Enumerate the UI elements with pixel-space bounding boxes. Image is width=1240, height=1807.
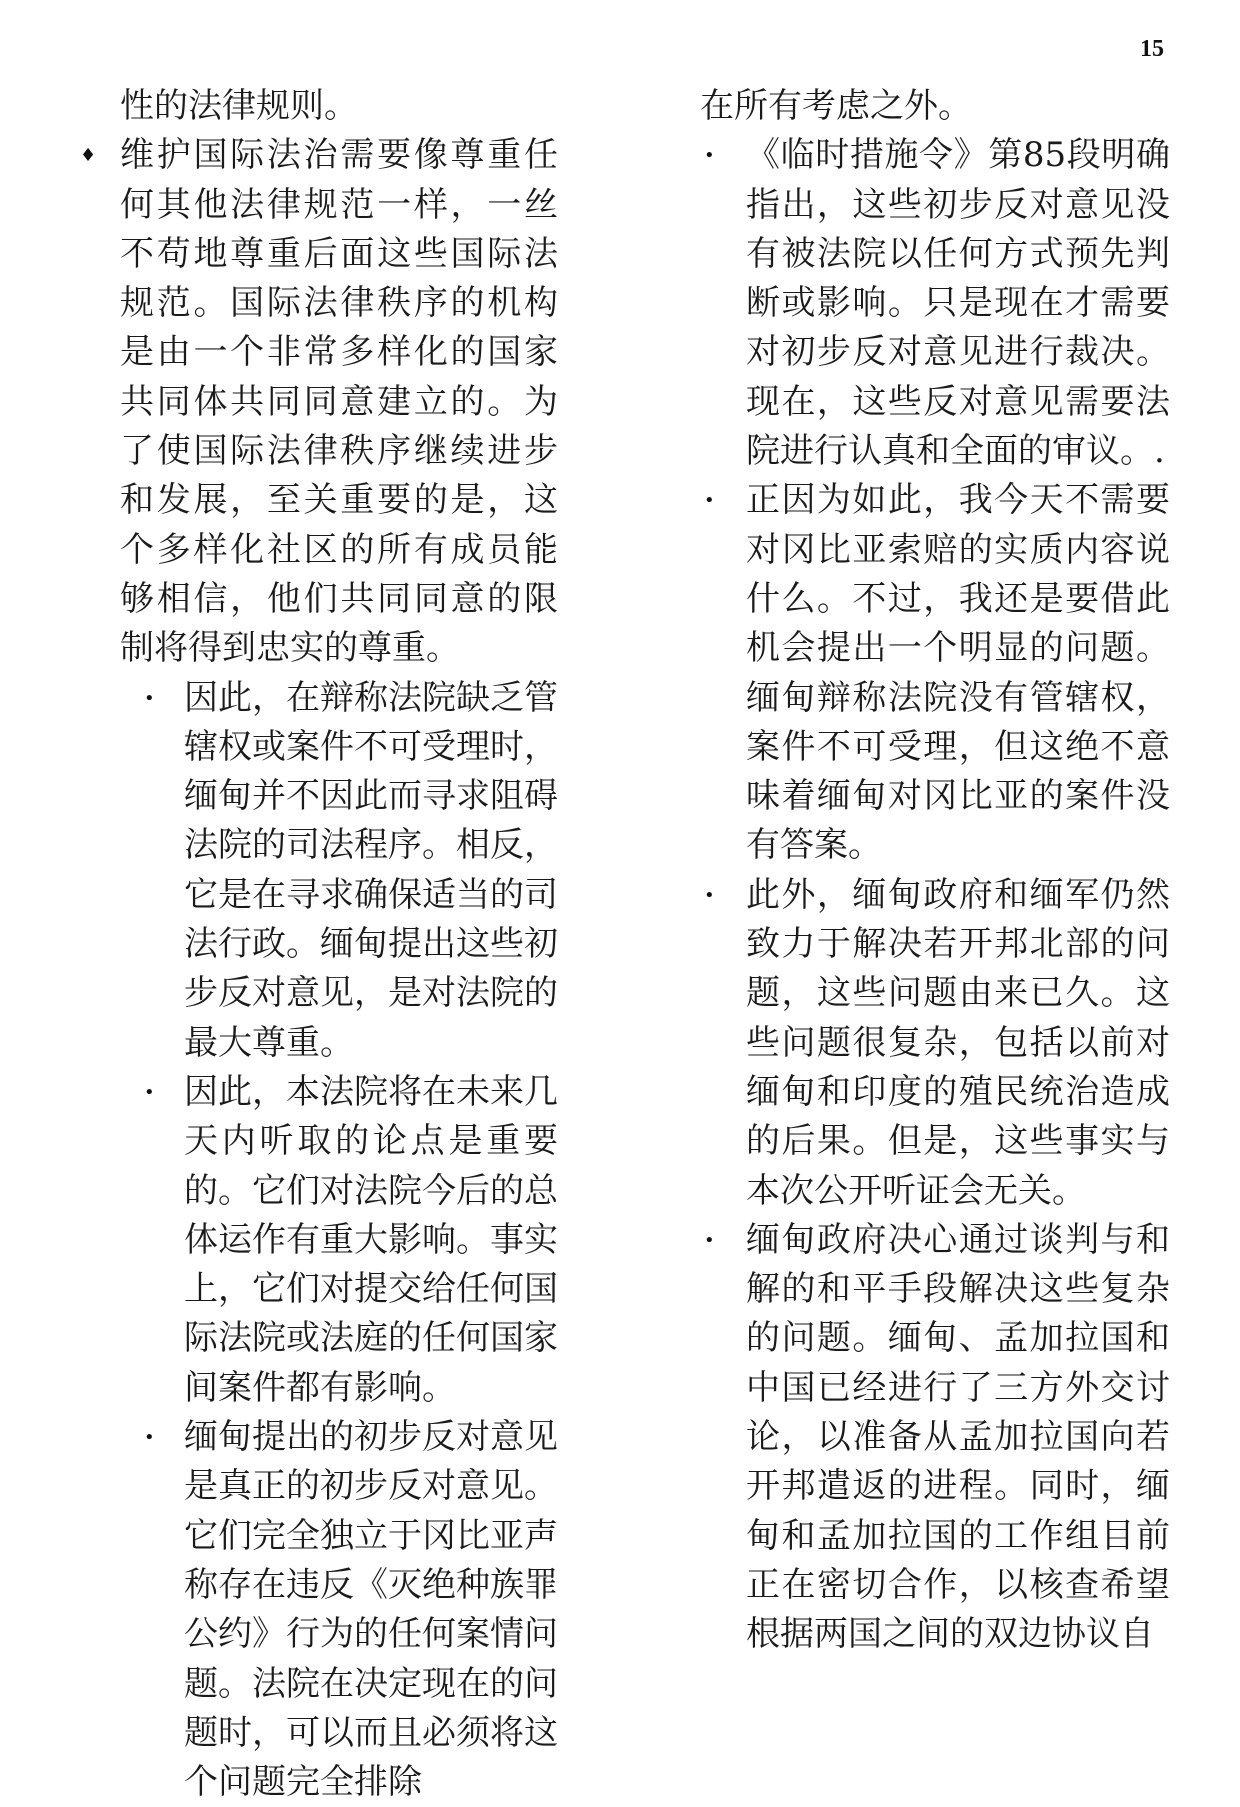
dot-bullet-icon: • [144,1081,155,1103]
bullet-item [74,131,558,673]
dot-bullet-icon: • [704,884,715,906]
dot-bullet-icon: • [144,687,155,709]
paragraph-continuation [700,82,1170,131]
dot-bullet-icon: • [704,1229,715,1251]
bullet-item [700,476,1170,870]
sub-bullet-text: 缅甸提出的初步反对意见是真正的初步反对意见。它们完全独立于冈比亚声称存在违反《灭绝种族罪公约》行为的任何案情问题。法院在决定现在的问题时，可以而且必须将这个问题完全排除 [184,1417,558,1803]
bullet-text: 正因为如此，我今天不需要对冈比亚索赔的实质内容说什么。不过，我还是要借此机会提出一个明显的问题。缅甸辩称法院没有管辖权，案件不可受理，但这绝不意味着缅甸对冈比亚的案件没有答案。 [746,480,1170,866]
bullet-text: 《临时措施令》第85段明确指出，这些初步反对意见没有被法院以任何方式预先判断或影响。只是现在才需要对初步反对意见进行裁决。现在，这些反对意见需要法院进行认真和全面的审议。. [746,135,1170,472]
dot-bullet-icon: • [144,1427,155,1449]
bullet-text: 缅甸政府决心通过谈判与和解的和平手段解决这些复杂的问题。缅甸、孟加拉国和中国已经进行了三方外交讨论，以准备从孟加拉国向若开邦遣返的进程。同时，缅甸和孟加拉国的工作组目前正在密切合作，以核查希望根据两国之间的双边协议自 [746,1219,1170,1655]
right-column [700,82,1170,1660]
left-column [74,82,558,1807]
bullet-text: 此外，缅甸政府和缅军仍然致力于解决若开邦北部的问题，这些问题由来已久。这些问题很复杂，包括以前对缅甸和印度的殖民统治造成的后果。但是，这些事实与本次公开听证会无关。 [746,874,1170,1211]
sub-bullet-text: 因此，在辩称法院缺乏管辖权或案件不可受理时，缅甸并不因此而寻求阻碍法院的司法程序。相反，它是在寻求确保适当的司法行政。缅甸提出这些初步反对意见，是对法院的最大尊重。 [184,677,558,1063]
sub-bullet-text: 因此，本法院将在未来几天内听取的论点是重要的。它们对法院今后的总体运作有重大影响。事实上，它们对提交给任何国际法院或法庭的任何国家间案件都有影响。 [184,1071,558,1408]
bullet-item [700,871,1170,1216]
page-number: 15 [1140,36,1164,62]
sub-bullet-item [74,1413,558,1807]
paragraph-text: 性的法律规则。 [120,86,358,126]
dot-bullet-icon: • [704,145,715,167]
bullet-item [700,1216,1170,1660]
paragraph-continuation [74,82,558,131]
bullet-item [700,131,1170,476]
sub-bullet-item [74,674,558,1068]
paragraph-text: 在所有考虑之外。 [700,86,972,126]
bullet-text: 维护国际法治需要像尊重任何其他法律规范一样，一丝不苟地尊重后面这些国际法规范。国际法律秩序的机构是由一个非常多样化的国家共同体共同同意建立的。为了使国际法律秩序继续进步和发展，至关重要的是，这个多样化社区的所有成员能够相信，他们共同同意的限制将得到忠实的尊重。 [120,135,558,669]
sub-bullet-item [74,1068,558,1413]
diamond-bullet-icon: ♦ [80,145,97,167]
dot-bullet-icon: • [704,490,715,512]
